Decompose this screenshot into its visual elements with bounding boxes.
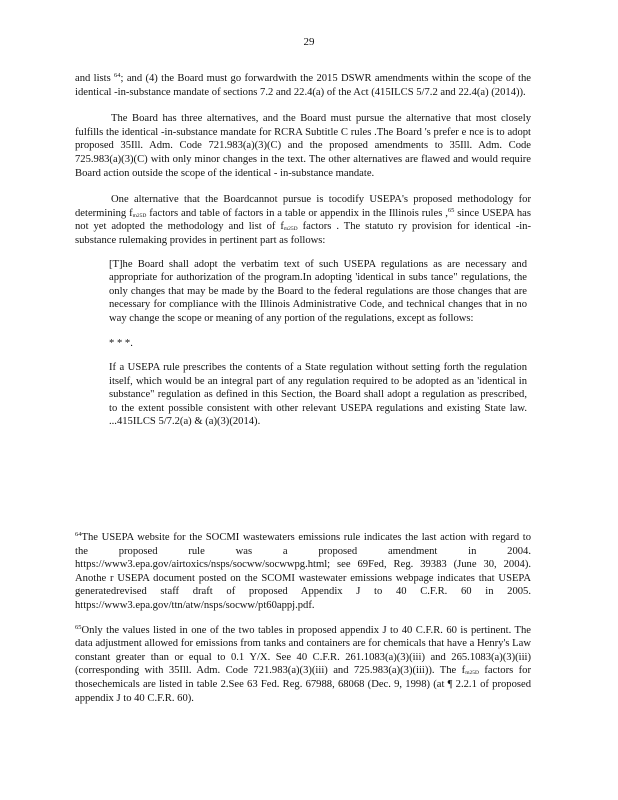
footnote-ref-64[interactable]: 64 — [114, 72, 121, 79]
footnote-ref-65[interactable]: 65 — [447, 206, 455, 214]
p1-lead: and lists — [75, 73, 111, 84]
footnote-64 — [75, 531, 531, 613]
footnote-text-b: factors for thosechemicals are listed in table 2.See 63 Fed. Reg. 67988, 68068 (Dec. 9, 1998) (at ¶ 2.2.1 of proposed appendix J to 40 C.F.R. 60). — [75, 665, 531, 704]
p3-part-d: factors . The statuto ry provision for identical -in-substance rulemaking provides in pertinent part as follows: — [75, 221, 531, 246]
subscript-m25d: m25D — [132, 212, 147, 219]
paragraph-1 — [75, 72, 531, 99]
paragraph-3 — [75, 193, 531, 247]
page-number: 29 — [303, 36, 315, 48]
p1-rest: ; and (4) the Board must go forwardwith the 2015 DSWR amendments within the scope of the identical -in-substance mandate of sections 7.2 and 22.4(a) of the Act (415ILCS 5/7.2 and 22.4(a) (2014)). — [75, 73, 531, 98]
footnote-marker: 64 — [75, 531, 82, 538]
quote-paragraph-2: If a USEPA rule prescribes the contents of a State regulation without setting forth the regulation itself, which would be an integral part of any regulation required to be adopted as an 'identical in substance" regulation as defined in this Section, the Board shall adopt a regulation as prescribed, to the extent possible consistent with other relevant USEPA regulations and existing State law. ...415ILCS 5/7.2(a) & (a)(3)(2014). — [109, 362, 527, 428]
quote-paragraph-1: [T]he Board shall adopt the verbatim text of such USEPA regulations as are necessary and appropriate for authorization of the program.In adopting 'identical in subs tance" regulations, the only changes that may be made by the Board to the federal regulations are those changes that are necessary for compliance with the Illinois Administrative Code, and technical changes that in no way change the scope or meaning of any portion of the regulations, except as follows: — [109, 258, 527, 324]
footnote-text: The USEPA website for the SOCMI wastewaters emissions rule indicates the last action with regard to the proposed rule was a proposed amendment in 2004. https://www3.epa.gov/airtoxics/nsps/socww/socwwpg.html; see 69Fed, Reg. 39383 (June 30, 2004). Anothe r USEPA document posted on the SCOMI wastewater emissions webpage indicates that USEPA generatedrevised staff draft of proposed Appendix J to 40 C.F.R. 60 in 2005. https://www3.epa.gov/ttn/atw/nsps/socww/pt60appj.pdf. — [75, 532, 531, 611]
p3-part-b: factors and table of factors in a table or appendix in the Illinois rules , — [146, 207, 448, 219]
p3-part-c: since USEPA has not yet adopted the methodology and list of f — [75, 207, 531, 233]
footnote-text-a: Only the values listed in one of the two tables in proposed appendix J to 40 C.F.R. 60 is pertinent. The data adjustment allowed for emissions from tanks and containers are for chemicals that have a Henry's Law constant greater than or equal to 0.1 Y/X. See 40 C.F.R. 261.1083(a)(3)(iii) and 265.1083(a)(3)(iii) (corresponding with 35Ill. Adm. Code 721.983(a)(3)(iii) and 725.983(a)(3)(iii)). The f — [75, 624, 531, 677]
footnote-65 — [75, 624, 531, 706]
body-text — [75, 72, 531, 429]
footnotes — [75, 531, 531, 716]
footnote-marker: 65 — [75, 623, 82, 631]
subscript-m25d: m25D — [283, 226, 298, 233]
quote-ellipsis: * * *. — [109, 337, 133, 349]
statutory-quote — [109, 258, 527, 430]
p3-part-a: One alternative that the Boardcannot pursue is tocodify USEPA's proposed methodology for determining f — [75, 194, 531, 219]
paragraph-2: The Board has three alternatives, and the Board must pursue the alternative that most closely fulfills the identical -in-substance mandate for RCRA Subtitle C rules .The Board 's prefer e nce is to adopt proposed 35Ill. Adm. Code 721.983(a)(3)(C) and the proposed amendments to 35Ill. Adm. Code 725.983(a)(3)(C) with only minor changes in the text. The other alternatives are flawed and would require Board action outside the scope of the identical - in-substance mandate. — [75, 113, 531, 179]
subscript-m25d: m25D — [465, 670, 479, 677]
